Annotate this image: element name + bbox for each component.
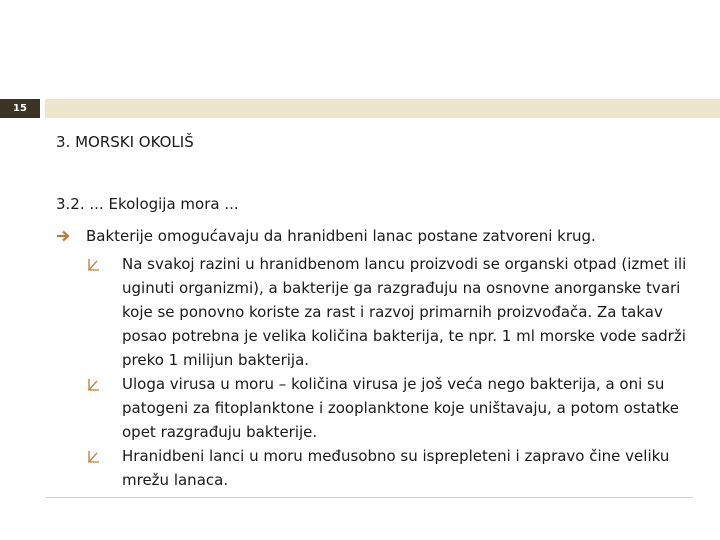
main-bullet-text: Bakterije omogućavaju da hranidbeni lanac postane zatvoreni krug. [86,227,596,245]
sub-bullet-item [86,372,696,444]
arrow-right-icon [56,225,72,247]
sub-bullet-text: Na svakoj razini u hranidbenom lancu proizvodi se organski otpad (izmet ili uginuti organizmi), a bakterije ga razgrađuju na osnovne anorganske tvari koje se ponovno koriste za rast i razvoj primarnih proizvođača. Za takav posao potrebna je velika količina bakterija, te npr. 1 ml morske vode sadrži preko 1 milijun bakterija. [122,255,687,369]
bottom-divider [45,497,693,498]
sub-bullet-item [86,252,696,372]
subsection-heading: 3.2. ... Ekologija mora ... [56,195,239,213]
sub-bullet-text: Uloga virusa u moru – količina virusa je još veća nego bakterija, a oni su patogeni za fitoplanktone i zooplanktone koje uništavaju, a potom ostatke opet razgrađuju bakterije. [122,375,680,441]
angled-check-icon [86,256,102,272]
sub-bullet-text: Hranidbeni lanci u moru međusobno su isprepleteni i zapravo čine veliku mrežu lanaca. [122,447,670,489]
angled-check-icon [86,376,102,392]
slide-number: 15 [0,99,40,118]
angled-check-icon [86,448,102,464]
sub-bullet-item [86,444,696,492]
header-band [45,99,720,118]
sub-bullet-list [86,252,696,492]
section-heading: 3. MORSKI OKOLIŠ [56,133,194,151]
